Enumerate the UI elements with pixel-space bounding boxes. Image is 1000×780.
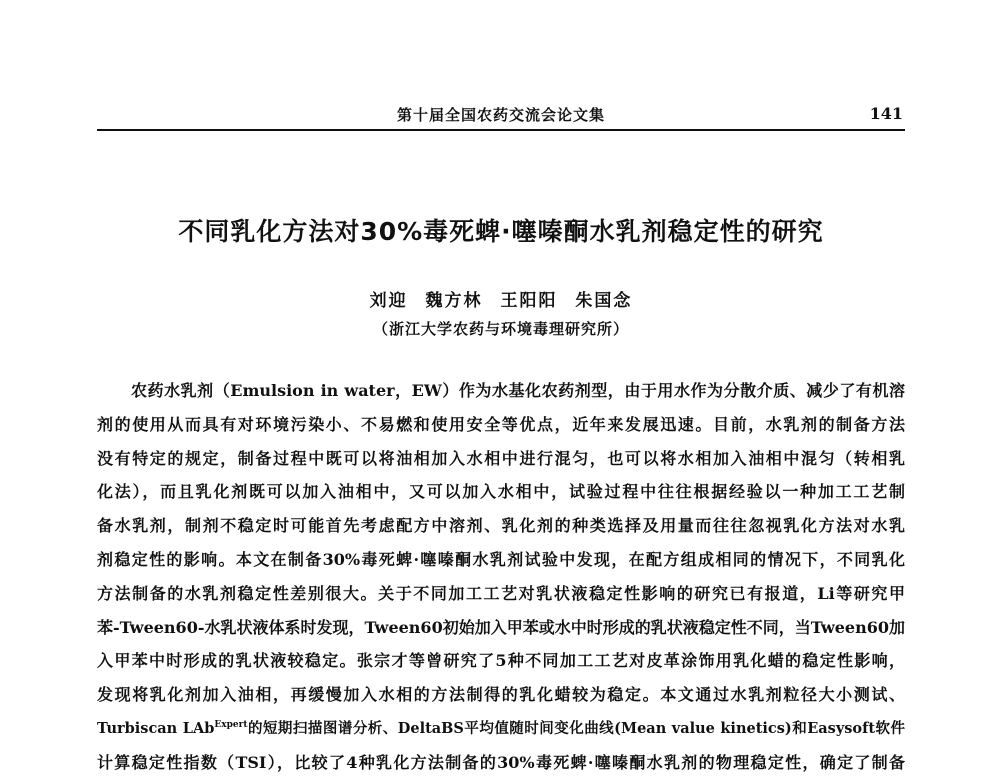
text-line xyxy=(97,712,905,746)
text-line: 入甲苯中时形成的乳状液较稳定。张宗才等曾研究了5种不同加工工艺对皮革涂饰用乳化蜡的稳定性影响， xyxy=(97,651,905,671)
text-line: 化法），而且乳化剂既可以加入油相中，又可以加入水相中，试验过程中往往根据经验以一种加工工艺制 xyxy=(97,482,905,502)
journal-name: 第十届全国农药交流会论文集 xyxy=(396,106,605,124)
page-number: 141 xyxy=(869,104,903,123)
text-line: 农药水乳剂（Emulsion in water，EW）作为水基化农药剂型，由于用水作为分散介质、减少了有机溶 xyxy=(131,381,905,400)
paper-title: 不同乳化方法对30%毒死蜱·噻嗪酮水乳剂稳定性的研究 xyxy=(178,217,824,246)
body-paragraph xyxy=(97,374,905,780)
text-segment: 的短期扫描图谱分析、DeltaBS平均值随时间变化曲线(Mean value kinetics)和Easysoft软件 xyxy=(247,719,905,737)
running-header xyxy=(97,104,905,128)
text-line: 备水乳剂，制剂不稳定时可能首先考虑配方中溶剂、乳化剂的种类选择及用量而往往忽视乳化方法对水乳 xyxy=(97,516,905,536)
text-line: 苯-Tween60-水乳状液体系时发现，Tween60初始加入甲苯或水中时形成的乳状液稳定性不同，当Tween60加 xyxy=(97,617,905,637)
author-list: 刘迎 魏方林 王阳阳 朱国念 xyxy=(369,291,633,311)
author-affiliation: （浙江大学农药与环境毒理研究所） xyxy=(372,320,629,338)
text-line: 发现将乳化剂加入油相，再缓慢加入水相的方法制得的乳化蜡较为稳定。本文通过水乳剂粒径大小测试、 xyxy=(97,685,905,705)
instrument-superscript: Expert xyxy=(214,720,248,731)
text-line: 剂的使用从而具有对环境污染小、不易燃和使用安全等优点，近年来发展迅速。目前，水乳剂的制备方法 xyxy=(97,414,905,434)
header-rule xyxy=(97,129,905,131)
text-line: 计算稳定性指数（TSI），比较了4种乳化方法制备的30%毒死蜱·噻嗪酮水乳剂的物理稳定性，确定了制备 xyxy=(97,752,905,772)
text-line: 方法制备的水乳剂稳定性差别很大。关于不同加工工艺对乳状液稳定性影响的研究已有报道，Li等研究甲 xyxy=(97,583,905,603)
text-line: 没有特定的规定，制备过程中既可以将油相加入水相中进行混匀，也可以将水相加入油相中混匀（转相乳 xyxy=(97,448,905,468)
instrument-name: Turbiscan LAb xyxy=(97,719,215,737)
text-line: 剂稳定性的影响。本文在制备30%毒死蜱·噻嗪酮水乳剂试验中发现，在配方组成相同的情况下，不同乳化 xyxy=(97,549,905,569)
